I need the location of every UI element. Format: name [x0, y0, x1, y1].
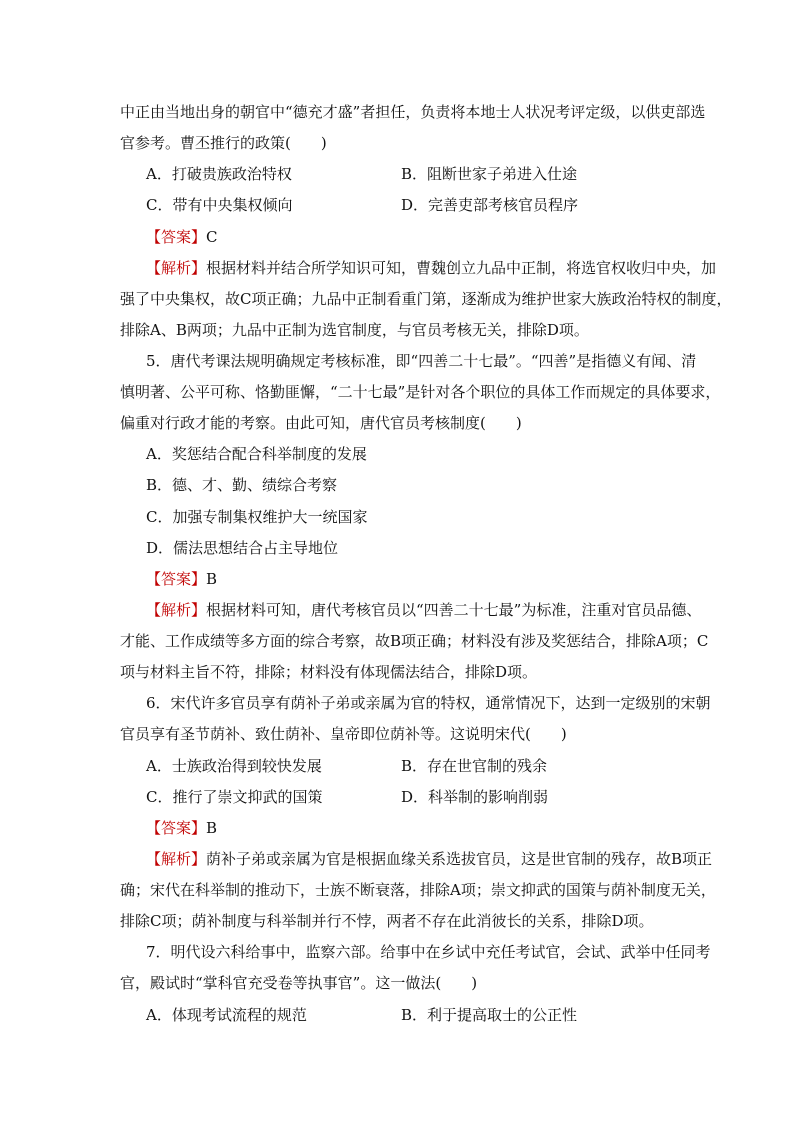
q5-analysis-line-1	[146, 599, 706, 621]
q5-analysis-tag: 【解析】	[146, 601, 207, 619]
q6-stem-line-1: 6．宋代许多官员享有荫补子弟或亲属为官的特权，通常情况下，达到一定级别的宋朝	[146, 694, 711, 712]
q7-option-a: A．体现考试流程的规范	[146, 1006, 307, 1024]
q4-analysis-line-1	[146, 257, 717, 279]
q6-analysis-text-1: 荫补子弟或亲属为官是根据血缘关系选拔官员，这是世官制的残存，故B项正	[206, 850, 713, 868]
q4-answer	[146, 226, 706, 248]
q5-answer	[146, 568, 706, 590]
q4-analysis-text-1: 根据材料并结合所学知识可知，曹魏创立九品中正制，将选官权收归中央，加	[206, 259, 717, 277]
q4-stem-line-1: 中正由当地出身的朝官中“德充才盛”者担任，负责将本地士人状况考评定级，以供吏部选	[120, 103, 706, 121]
q5-option-c: C．加强专制集权维护大一统国家	[146, 508, 368, 526]
q6-answer	[146, 817, 706, 839]
q5-analysis-text-1: 根据材料可知，唐代考核官员以“四善二十七最”为标准，注重对官员品德、	[206, 601, 702, 619]
q6-option-c: C．推行了崇文抑武的国策	[146, 788, 323, 806]
q5-option-a: A．奖惩结合配合科举制度的发展	[146, 445, 367, 463]
q6-analysis-line-1	[146, 848, 713, 870]
q5-answer-value: B	[206, 570, 218, 588]
q5-answer-tag: 【答案】	[146, 570, 207, 588]
q5-option-b: B．德、才、勤、绩综合考察	[146, 476, 338, 494]
q7-stem-line-1: 7．明代设六科给事中，监察六部。给事中在乡试中充任考试官，会试、武举中任同考	[146, 943, 711, 961]
q6-analysis-line-3: 排除C项；荫补制度与科举制并行不悖，两者不存在此消彼长的关系，排除D项。	[120, 912, 654, 930]
q5-option-d: D．儒法思想结合占主导地位	[146, 539, 339, 557]
q5-stem-line-2: 慎明著、公平可称、恪勤匪懈，“二十七最”是针对各个职位的具体工作而规定的具体要求，	[120, 383, 721, 401]
q6-option-d: D．科举制的影响削弱	[401, 788, 549, 806]
q5-stem-line-3: 偏重对行政才能的考察。由此可知，唐代官员考核制度( )	[120, 414, 522, 432]
q6-stem-line-2: 官员享有圣节荫补、致仕荫补、皇帝即位荫补等。这说明宋代( )	[120, 725, 567, 743]
q6-answer-value: B	[206, 819, 218, 837]
q4-stem-line-2: 官参考。曹丕推行的政策( )	[120, 134, 327, 152]
q7-option-b: B．利于提高取士的公正性	[401, 1006, 578, 1024]
q7-stem-line-2: 官，殿试时“掌科官充受卷等执事官”。这一做法( )	[120, 974, 478, 992]
q6-option-a: A．士族政治得到较快发展	[146, 757, 322, 775]
q4-answer-value: C	[206, 228, 218, 246]
q4-option-a: A．打破贵族政治特权	[146, 165, 292, 183]
q4-analysis-tag: 【解析】	[146, 259, 207, 277]
q6-answer-tag: 【答案】	[146, 819, 207, 837]
q6-analysis-tag: 【解析】	[146, 850, 207, 868]
q4-option-c: C．带有中央集权倾向	[146, 196, 293, 214]
q4-option-d: D．完善吏部考核官员程序	[401, 196, 579, 214]
q5-stem-line-1: 5．唐代考课法规明确规定考核标准，即“四善二十七最”。“四善”是指德义有闻、清	[146, 352, 697, 370]
q5-analysis-line-3: 项与材料主旨不符，排除；材料没有体现儒法结合，排除D项。	[120, 663, 538, 681]
q6-analysis-line-2: 确；宋代在科举制的推动下，士族不断衰落，排除A项；崇文抑武的国策与荫补制度无关，	[120, 881, 716, 899]
q5-analysis-line-2: 才能、工作成绩等多方面的综合考察，故B项正确；材料没有涉及奖惩结合，排除A项；C	[120, 632, 709, 650]
q4-option-b: B．阻断世家子弟进入仕途	[401, 165, 578, 183]
q4-answer-tag: 【答案】	[146, 228, 207, 246]
q4-analysis-line-3: 排除A、B两项；九品中正制为选官制度，与官员考核无关，排除D项。	[120, 321, 589, 339]
q4-analysis-line-2: 强了中央集权，故C项正确；九品中正制看重门第，逐渐成为维护世家大族政治特权的制度，	[120, 290, 732, 308]
q6-option-b: B．存在世官制的残余	[401, 757, 548, 775]
